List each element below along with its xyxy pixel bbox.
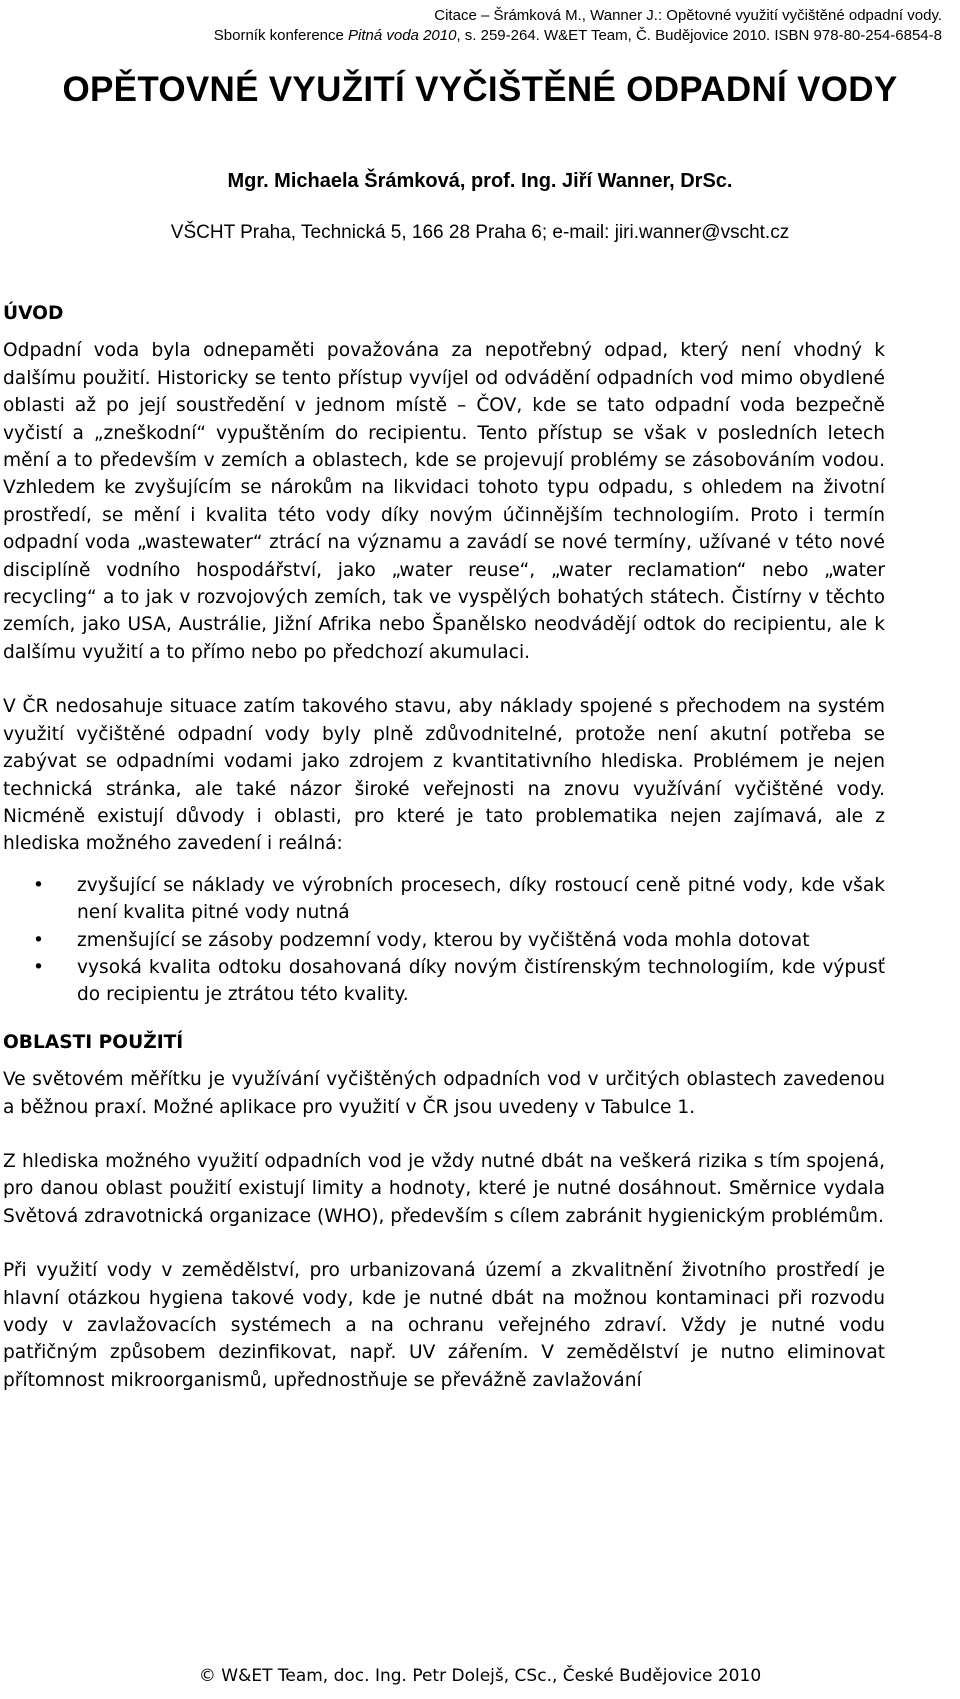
usage-paragraph-1: Ve světovém měřítku je využívání vyčištěných odpadních vod v určitých oblastech zavedenou a běžnou praxí. Možné aplikace pro využití v ČR jsou uvedeny v Tabulce 1. [3, 1069, 885, 1118]
page-footer: © W&ET Team, doc. Ing. Petr Dolejš, CSc., České Budějovice 2010 [198, 1666, 762, 1686]
paper-title: OPĚTOVNÉ VYUŽITÍ VYČIŠTĚNÉ ODPADNÍ VODY [62, 70, 898, 109]
citation-prefix: Sborník konference [213, 27, 349, 44]
section-heading-usage: OBLASTI POUŽITÍ [3, 1031, 184, 1053]
reasons-list [3, 872, 885, 1009]
intro-paragraph-2: V ČR nedosahuje situace zatím takového stavu, aby náklady spojené s přechodem na systém využití vyčištěné odpadní vody byly plně zdůvodnitelné, protože není akutní potřeba se zabývat se odpadními vodami jako zdrojem z kvantitativního hlediska. Problémem je nejen technická stránka, ale také názor široké veřejnosti na znovu využívání vyčištěné vody. Nicméně existují důvody i oblasti, pro které je tato problematika nejen zajímavá, ale z hlediska možného zavedení i reálná: [3, 696, 885, 855]
section-heading-intro: ÚVOD [3, 303, 64, 324]
list-item: • vysoká kvalita odtoku dosahovaná díky novým čistírenským technologiím, kde výpusť do recipientu je ztrátou této kvality. [3, 954, 885, 1009]
citation-line-2 [214, 26, 942, 46]
paper-authors: Mgr. Michaela Šrámková, prof. Ing. Jiří Wanner, DrSc. [227, 170, 733, 192]
paper-affiliation: VŠCHT Praha, Technická 5, 166 28 Praha 6; e-mail: jiri.wanner@vscht.cz [170, 222, 790, 243]
paper-body [3, 300, 885, 1394]
list-item: • zvyšující se náklady ve výrobních procesech, díky rostoucí ceně pitné vody, kde však není kvalita pitné vody nutná [3, 872, 885, 927]
citation-header [214, 6, 942, 46]
citation-conference-name: Pitná voda 2010 [348, 27, 457, 44]
citation-line-1: Citace – Šrámková M., Wanner J.: Opětovné využití vyčištěné odpadní vody. [434, 7, 942, 24]
usage-paragraph-2: Z hlediska možného využití odpadních vod je vždy nutné dbát na veškerá rizika s tím spojená, pro danou oblast použití existují limity a hodnoty, které je nutné dosáhnout. Směrnice vydala Světová zdravotnická organizace (WHO), především s cílem zabránit hygienickým problémům. [3, 1150, 885, 1227]
citation-suffix: , s. 259-264. W&ET Team, Č. Budějovice 2010. ISBN 978-80-254-6854-8 [456, 27, 942, 44]
usage-paragraph-3: Při využití vody v zemědělství, pro urbanizovaná území a zkvalitnění životního prostředí je hlavní otázkou hygiena takové vody, kde je nutné dbát na možnou kontaminaci při rozvodu vody v zavlažovacích systémech a na ochranu veřejného zdraví. Vždy je nutné vodu patřičným způsobem dezinfikovat, např. UV zářením. V zemědělství je nutno eliminovat přítomnost mikroorganismů, upřednostňuje se převážně zavlažování [3, 1260, 885, 1391]
list-item: • zmenšující se zásoby podzemní vody, kterou by vyčištěná voda mohla dotovat [3, 927, 885, 954]
intro-paragraph-1: Odpadní voda byla odnepaměti považována za nepotřebný odpad, který není vhodný k dalšímu použití. Historicky se tento přístup vyvíjel od odvádění odpadních vod mimo obydlené oblasti až po její soustředění v jednom místě – ČOV, kde se tato odpadní voda bezpečně vyčistí a „zneškodní“ vypuštěním do recipientu. Tento přístup se však v posledních letech mění a to především v zemích a oblastech, kde se projevují problémy se zásobováním vodou. Vzhledem ke zvyšujícím se nárokům na likvidaci tohoto typu odpadu, s ohledem na životní prostředí, se mění i kvalita této vody díky novým účinnějším technologiím. Proto i termín odpadní voda „wastewater“ ztrácí na významu a zavádí se nové termíny, užívané v této nové disciplíně vodního hospodářství, jako „water reuse“, „water reclamation“ nebo „water recycling“ a to jak v rozvojových zemích, tak ve vyspělých bohatých státech. Čistírny v těchto zemích, jako USA, Austrálie, Jižní Afrika nebo Španělsko neodvádějí odtok do recipientu, ale k dalšímu využití a to přímo nebo po předchozí akumulaci. [3, 340, 885, 663]
